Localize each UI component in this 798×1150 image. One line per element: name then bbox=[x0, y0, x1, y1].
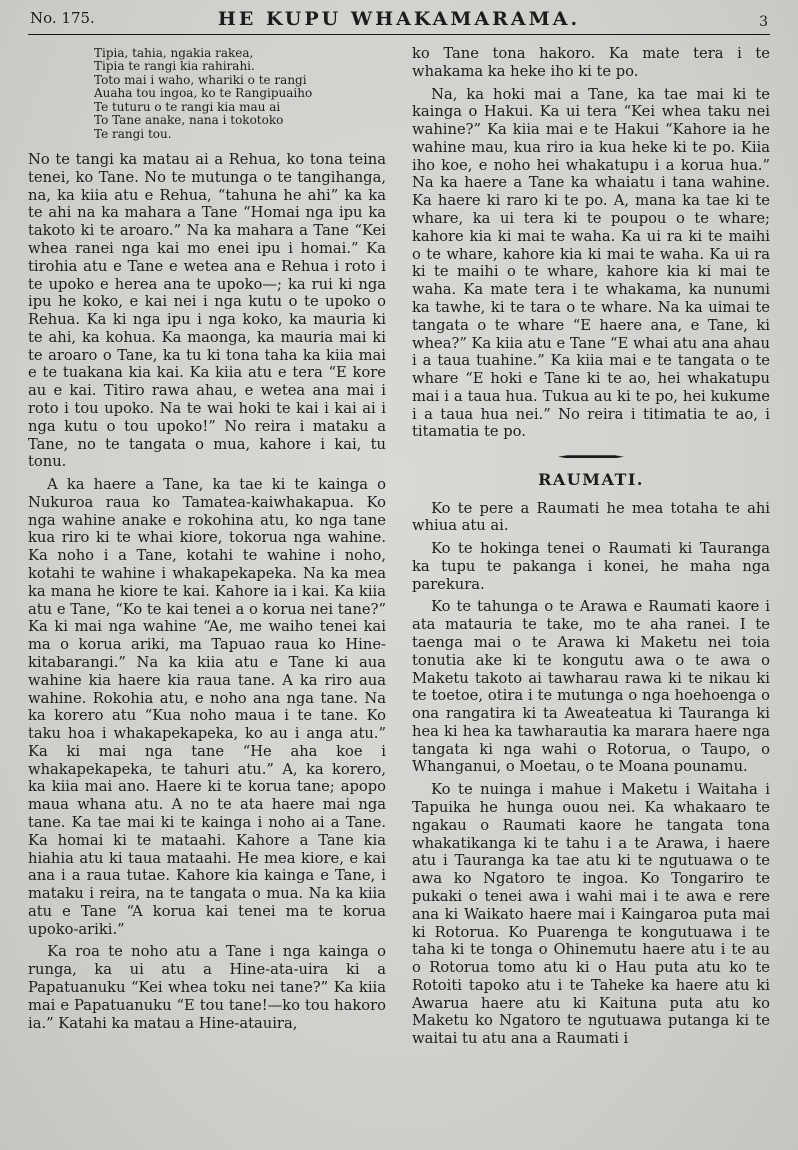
poem-line: Tipia, tahia, ngakia rakea, bbox=[94, 46, 254, 60]
section-heading: RAUMATI. bbox=[538, 470, 644, 490]
paragraph: Ka roa te noho atu a Tane i nga kainga o runga, ka ui atu a Hine-ata-uira ki a Papatuanuku “Kei whea toku nei tane?” Ka kiia mai e Papatuanuku “E tou tane!—ko tou hakoro ia.” Katahi ka matau a Hine-atauira, bbox=[28, 943, 386, 1032]
poem-line: Te rangi tou. bbox=[94, 126, 172, 141]
paragraph: No te tangi ka matau ai a Rehua, ko tona teina tenei, ko Tane. No te mutunga o te tangihanga, na, ka kiia atu e Rehua, “tahuna he ahi” ka ka te ahi na ka mahara a Tane “Homai nga ipu ka takoto ki te aroaro.” Na ka mahara a Tane “Kei whea ranei nga kai mo enei ipu i homai.” Ka tirohia atu e Tane e wetea ana e Rehua i roto i te upoko e herea ana te upoko—; ka rui ki nga ipu he koko, e kai nei i nga kutu o te upoko o Rehua. Ka ki nga ipu i nga koko, ka mauria ki te ahi, ka kohua. Ka maonga, ka mauria mai ki te aroaro o Tane, ka tu ki tona taha ka kiia mai e te tuakana kia kai. Ka kiia atu e tera “E kore au e kai. Titiro rawa ahau, e wetea ana mai i roto i tou upoko. Na te wai hoki te kai i kai ai i nga kutu o tou upoko!” No reira i mataku a Tane, no te tangata o mua, kahore i kai, tu tonu. bbox=[28, 151, 386, 471]
poem-line: Te tuturu o te rangi kia mau ai bbox=[94, 99, 281, 114]
header-rule bbox=[28, 34, 770, 35]
paragraph: Ko te pere a Raumati he mea totaha te ahi whiua atu ai. bbox=[412, 499, 770, 535]
issue-number: No. 175. bbox=[30, 9, 95, 27]
paragraph: Ko te tahunga o te Arawa e Raumati kaore i ata matauria te take, mo te aha ranei. I te taenga mai o te Arawa ki Maketu nei toia tonutia ake ki te kongutu awa o te awa o Maketu takoto ai tawharau rawa ki te nikau ki te toetoe, otira i te mutunga o nga hoehoenga o ona rangatira ki ta Aweateatua ki Tauranga ki hea ki hea ka tawharautia ka marara haere nga tangata ki nga wahi o Rotorua, o Taupo, o Whanganui, o Moetau, o te Moana pounamu. bbox=[412, 598, 770, 776]
poem-line: Tipia te rangi kia rahirahi. bbox=[94, 59, 255, 74]
text-columns bbox=[28, 45, 770, 1053]
page-title: HE KUPU WHAKAMARAMA. bbox=[217, 8, 581, 30]
poem-line: To Tane anake, nana i tokotoko bbox=[94, 113, 284, 128]
page-number: 3 bbox=[759, 14, 768, 30]
poem-block bbox=[94, 47, 386, 141]
paragraph: Na, ka hoki mai a Tane, ka tae mai ki te kainga o Hakui. Ka ui tera “Kei whea taku nei wahine?” Ka kiia mai e te Hakui “Kahore ia he wahine mau, kua riro ia kua heke ki te po. Kiia iho koe, e noho hei whakatupu i a korua hua.” Na ka haere a Tane ka whaiatu i tana wahine. Ka haere ki raro ki te po. A, mana ka tae ki te whare, ka ui tera ki te poupou o te whare; kahore kia ki mai te waha. Ka ui ra ki te maihi o te whare, kahore kia ki mai te waha. Ka ui ra ki te maihi o te whare, kahore kia ki mai te waha. Ka mate tera i te whakama, ka nunumi ka tawhe, ki te tara o te whare. Na ka uimai te tangata o te whare “E haere ana, e Tane, ki whea?” Ka kiia atu e Tane “E whai atu ana ahau i a taua tuahine.” Ka kiia mai e te tangata o te whare “E hoki e Tane ki te ao, hei whakatupu mai i a taua hua. Tukua au ki te po, hei kukume i a taua hua nei.” No reira i titimatia te ao, i titamatia te po. bbox=[412, 85, 770, 441]
paragraph: ko Tane tona hakoro. Ka mate tera i te whakama ka heke iho ki te po. bbox=[412, 45, 770, 80]
paragraph: Ko te hokinga tenei o Raumati ki Tauranga ka tupu te pakanga i konei, he maha nga parekura. bbox=[412, 540, 770, 593]
poem-line: Toto mai i waho, whariki o te rangi bbox=[94, 72, 307, 87]
section-divider-ornament bbox=[558, 455, 624, 458]
poem-line: Auaha tou ingoa, ko te Rangipuaiho bbox=[94, 86, 313, 101]
paragraph: Ko te nuinga i mahue i Maketu i Waitaha i Tapuika he hunga ouou nei. Ka whakaaro te ngakau o Raumati kaore he tangata tona whakatikanga ki te tahu i a te Arawa, i haere atu i Tauranga ka tae atu ki te ngutuawa o te awa ko Ngatoro te ingoa. Ko Tongariro te pukaki o tenei awa i wahi mai i te awa e rere ana ki Waikato haere mai i Kaingaroa puta mai ki Rotorua. Ko Puarenga te kongutuawa i te taha ki te tonga o Ohinemutu haere atu i te au o Rotorua tomo atu ki o Hau puta atu ko te Rotoiti tapoko atu i te Taheke ka haere atu ki Awarua haere atu ki Kaituna puta atu ko Maketu ko Ngatoro te ngutuawa putanga ki te waitai tu atu ana a Raumati i bbox=[412, 781, 770, 1048]
left-column bbox=[28, 45, 386, 1053]
masthead bbox=[28, 6, 770, 32]
right-column bbox=[412, 45, 770, 1053]
paragraph: A ka haere a Tane, ka tae ki te kainga o Nukuroa raua ko Tamatea-kaiwhakapua. Ko nga wahine anake e rokohina atu, ko nga tane kua riro ki te whai kiore, tokorua nga wahine. Ka noho i a Tane, kotahi te wahine i noho, kotahi te wahine i whakapekapeka. Na ka mea ka mana he kiore te kai. Kahore ia i kai. Ka kiia atu e Tane, “Ko te kai tenei a o korua nei tane?” Ka ki mai nga wahine “Ae, me waiho tenei kai ma o korua ariki, ma Tapuao raua ko Hine-kitabarangi.” Na ka kiia atu e Tane ki aua wahine kia haere kia raua tane. A ka riro aua wahine. Rokohia atu, e noho ana nga tane. Na ka korero atu “Kua noho maua i te tane. Ko taku hoa i whakapekapeka, ko au i anga atu.” Ka ki mai nga tane “He aha koe i whakapekapeka, te tahuri atu.” A, ka korero, ka kiia mai ano. Haere ki te korua tane; apopo maua whana atu. A no te ata haere mai nga tane. Ka tae mai ki te kainga i noho ai a Tane. Ka homai ki te mataahi. Kahore a Tane kia hiahia atu ki taua mataahi. He mea kiore, e kai ana i a raua tutae. Kahore kia kainga e Tane, i mataku i reira, na te tangata o mua. Na ka kiia atu e Tane “A korua kai tenei ma te korua upoko-ariki.” bbox=[28, 476, 386, 938]
